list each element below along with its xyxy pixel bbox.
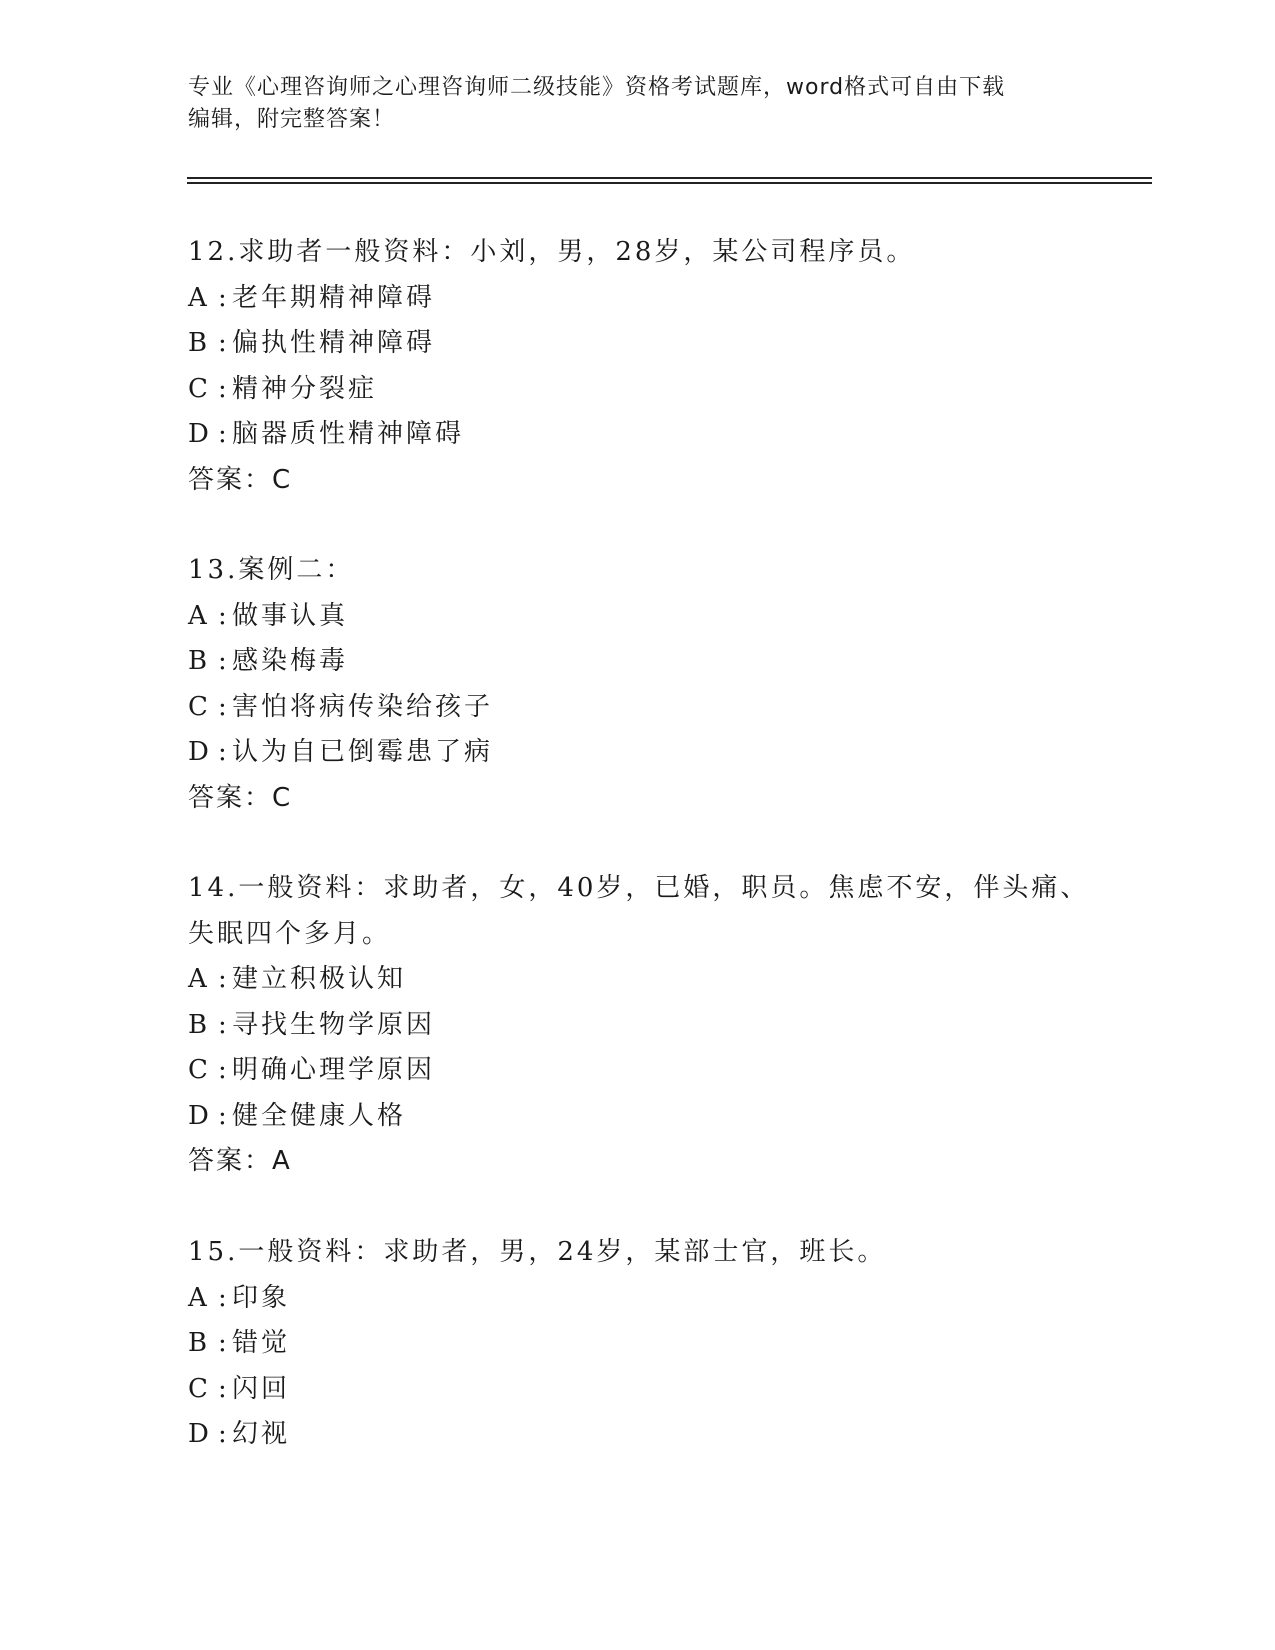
option-a: A :做事认真 (188, 600, 349, 631)
option-d: D :健全健康人格 (188, 1100, 407, 1131)
option-text: 印象 (232, 1282, 291, 1313)
question-stem: 12.求助者一般资料：小刘，男，28岁，某公司程序员。 (188, 237, 916, 267)
header-line-2: 编辑，附完整答案！ (188, 107, 396, 132)
option-text: 闪回 (232, 1373, 291, 1404)
option-b: B :寻找生物学原因 (188, 1009, 436, 1040)
option-d: D :脑器质性精神障碍 (188, 419, 465, 449)
question-stem-continued: 失眠四个多月。 (188, 918, 392, 949)
option-text: 精神分裂症 (232, 373, 378, 404)
option-b: B :错觉 (188, 1328, 291, 1358)
option-text: 偏执性精神障碍 (232, 328, 436, 358)
option-a: A :老年期精神障碍 (188, 282, 436, 313)
option-text: 健全健康人格 (232, 1100, 407, 1131)
option-text: 做事认真 (232, 600, 349, 631)
document-header (188, 72, 1088, 136)
option-a: A :建立积极认知 (188, 964, 407, 994)
header-line-1: 专业《心理咨询师之心理咨询师二级技能》资格考试题库，word格式可自由下载 (188, 75, 1006, 100)
option-text: 幻视 (232, 1419, 291, 1449)
option-text: 寻找生物学原因 (232, 1009, 436, 1040)
option-text: 建立积极认知 (232, 964, 407, 994)
option-text: 感染梅毒 (232, 646, 349, 676)
option-b: B :偏执性精神障碍 (188, 328, 436, 358)
question-stem: 14.一般资料：求助者，女，40岁，已婚，职员。焦虑不安，伴头痛、 (188, 873, 1090, 903)
question-stem: 15.一般资料：求助者，男，24岁，某部士官，班长。 (188, 1237, 887, 1267)
question-13 (188, 548, 1088, 821)
answer-line: 答案：C (188, 782, 293, 813)
answer-line: 答案：C (188, 464, 293, 495)
question-12 (188, 230, 1088, 503)
answer-line: 答案：A (188, 1146, 292, 1176)
option-c: C :害怕将病传染给孩子 (188, 691, 494, 722)
option-b: B :感染梅毒 (188, 646, 349, 676)
option-text: 老年期精神障碍 (232, 282, 436, 313)
option-text: 认为自已倒霉患了病 (232, 737, 494, 767)
option-text: 明确心理学原因 (232, 1055, 436, 1085)
option-c: C :精神分裂症 (188, 373, 378, 404)
option-d: D :认为自已倒霉患了病 (188, 737, 494, 767)
option-d: D :幻视 (188, 1419, 291, 1449)
option-text: 错觉 (232, 1328, 291, 1358)
question-stem: 13.案例二： (188, 555, 355, 585)
option-a: A :印象 (188, 1282, 291, 1313)
option-text: 害怕将病传染给孩子 (232, 691, 494, 722)
option-c: C :明确心理学原因 (188, 1055, 436, 1085)
option-c: C :闪回 (188, 1373, 291, 1404)
header-divider-top (187, 177, 1152, 179)
question-14 (188, 866, 1088, 1185)
header-divider-bottom (187, 182, 1152, 184)
option-text: 脑器质性精神障碍 (232, 419, 465, 449)
question-15 (188, 1230, 1088, 1458)
